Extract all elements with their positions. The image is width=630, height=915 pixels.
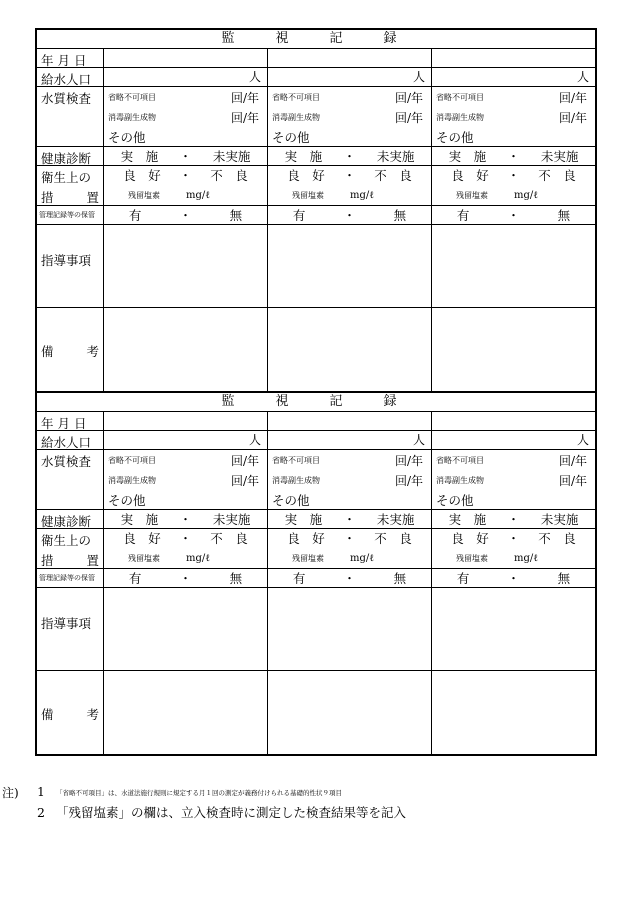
hygiene-cell[interactable]: 良 好 ・ 不 良 残留塩素 mg/ℓ bbox=[451, 531, 576, 564]
water-test-cell[interactable]: 省略不可項目 回/年 消毒副生成物 回/年 その他 bbox=[104, 450, 268, 509]
monitoring-form bbox=[35, 28, 597, 756]
population-row bbox=[37, 431, 595, 450]
health-check-cell[interactable]: 実 施 ・ 未実施 bbox=[448, 149, 579, 164]
hygiene-row bbox=[37, 166, 595, 206]
records-cell[interactable]: 有 ・ 無 bbox=[456, 208, 571, 223]
remarks-cell[interactable] bbox=[104, 308, 268, 391]
note-text: 「残留塩素」の欄は、立入検査時に測定した検査結果等を記入 bbox=[56, 805, 407, 820]
water-test-row bbox=[37, 450, 595, 510]
note-item-1 bbox=[2, 785, 622, 799]
date-row bbox=[37, 412, 595, 431]
remarks-cell[interactable] bbox=[268, 308, 432, 391]
population-cell[interactable]: 人 bbox=[104, 68, 268, 86]
date-cell[interactable] bbox=[104, 49, 268, 67]
guidance-cell[interactable] bbox=[104, 588, 268, 670]
guidance-cell[interactable] bbox=[432, 588, 595, 670]
population-cell[interactable]: 人 bbox=[576, 70, 589, 84]
population-cell[interactable]: 人 bbox=[268, 431, 432, 449]
hygiene-cell[interactable]: 良 好 ・ 不 良 残留塩素 mg/ℓ bbox=[104, 529, 268, 568]
health-check-label: 健康診断 bbox=[37, 510, 104, 528]
water-test-cell[interactable]: 省略不可項目 回/年 消毒副生成物 回/年 その他 bbox=[268, 87, 432, 146]
population-label: 給水人口 bbox=[37, 431, 104, 449]
note-number: 2 bbox=[37, 804, 45, 820]
health-check-row bbox=[37, 510, 595, 529]
water-test-cell[interactable]: 省略不可項目 回/年 消毒副生成物 回/年 その他 bbox=[104, 87, 268, 146]
water-test-cell[interactable]: 省略不可項目 回/年 消毒副生成物 回/年 その他 bbox=[436, 453, 587, 508]
population-row bbox=[37, 68, 595, 87]
remarks-label: 備 考 bbox=[37, 671, 104, 754]
water-test-row bbox=[37, 87, 595, 147]
population-cell[interactable]: 人 bbox=[268, 68, 432, 86]
note-item-2 bbox=[2, 803, 622, 821]
records-cell[interactable]: 有 ・ 無 bbox=[104, 569, 268, 587]
records-cell[interactable]: 有 ・ 無 bbox=[456, 571, 571, 586]
health-check-row bbox=[37, 147, 595, 166]
population-label: 給水人口 bbox=[37, 68, 104, 86]
water-test-label: 水質検査 bbox=[37, 450, 104, 509]
record-title: 監 視 記 録 bbox=[37, 30, 595, 49]
health-check-cell[interactable]: 実 施 ・ 未実施 bbox=[104, 510, 268, 528]
date-cell[interactable] bbox=[432, 412, 595, 430]
guidance-row bbox=[37, 225, 595, 308]
health-check-cell[interactable]: 実 施 ・ 未実施 bbox=[448, 512, 579, 527]
records-row bbox=[37, 206, 595, 225]
water-test-label: 水質検査 bbox=[37, 87, 104, 146]
water-test-cell[interactable]: 省略不可項目 回/年 消毒副生成物 回/年 その他 bbox=[436, 90, 587, 145]
guidance-row bbox=[37, 588, 595, 671]
guidance-label: 指導事項 bbox=[37, 225, 104, 307]
guidance-cell[interactable] bbox=[268, 225, 432, 307]
remarks-cell[interactable] bbox=[268, 671, 432, 754]
guidance-cell[interactable] bbox=[104, 225, 268, 307]
monitoring-record-1 bbox=[37, 30, 595, 391]
date-row bbox=[37, 49, 595, 68]
date-cell[interactable] bbox=[104, 412, 268, 430]
date-cell[interactable] bbox=[268, 49, 432, 67]
records-cell[interactable]: 有 ・ 無 bbox=[104, 206, 268, 224]
remarks-label: 備 考 bbox=[37, 308, 104, 391]
remarks-row bbox=[37, 671, 595, 754]
hygiene-label: 衛生上の 措 置 bbox=[37, 529, 104, 568]
notes-prefix: 注) bbox=[2, 785, 19, 800]
hygiene-label: 衛生上の 措 置 bbox=[37, 166, 104, 205]
date-cell[interactable] bbox=[432, 49, 595, 67]
records-row bbox=[37, 569, 595, 588]
remarks-cell[interactable] bbox=[432, 308, 595, 391]
notes bbox=[2, 785, 622, 821]
guidance-cell[interactable] bbox=[268, 588, 432, 670]
health-check-cell[interactable]: 実 施 ・ 未実施 bbox=[268, 510, 432, 528]
monitoring-record-2 bbox=[37, 391, 595, 754]
population-cell[interactable]: 人 bbox=[104, 431, 268, 449]
hygiene-row bbox=[37, 529, 595, 569]
date-cell[interactable] bbox=[268, 412, 432, 430]
water-test-cell[interactable]: 省略不可項目 回/年 消毒副生成物 回/年 その他 bbox=[268, 450, 432, 509]
hygiene-cell[interactable]: 良 好 ・ 不 良 残留塩素 mg/ℓ bbox=[268, 529, 432, 568]
note-number: 1 bbox=[37, 785, 45, 799]
date-label: 年 月 日 bbox=[37, 49, 104, 67]
record-title: 監 視 記 録 bbox=[37, 393, 595, 412]
guidance-label: 指導事項 bbox=[37, 588, 104, 670]
date-label: 年 月 日 bbox=[37, 412, 104, 430]
hygiene-cell[interactable]: 良 好 ・ 不 良 残留塩素 mg/ℓ bbox=[104, 166, 268, 205]
records-cell[interactable]: 有 ・ 無 bbox=[268, 206, 432, 224]
health-check-cell[interactable]: 実 施 ・ 未実施 bbox=[268, 147, 432, 165]
remarks-row bbox=[37, 308, 595, 391]
note-text: 「省略不可項目」は、水道法施行規則に規定する月１回の測定が義務付けられる基礎的性状９項目 bbox=[56, 788, 342, 797]
health-check-cell[interactable]: 実 施 ・ 未実施 bbox=[104, 147, 268, 165]
remarks-cell[interactable] bbox=[432, 671, 595, 754]
hygiene-cell[interactable]: 良 好 ・ 不 良 残留塩素 mg/ℓ bbox=[451, 168, 576, 201]
records-label: 管理記録等の保管 bbox=[37, 206, 104, 224]
guidance-cell[interactable] bbox=[432, 225, 595, 307]
remarks-cell[interactable] bbox=[104, 671, 268, 754]
population-cell[interactable]: 人 bbox=[576, 433, 589, 447]
health-check-label: 健康診断 bbox=[37, 147, 104, 165]
records-cell[interactable]: 有 ・ 無 bbox=[268, 569, 432, 587]
hygiene-cell[interactable]: 良 好 ・ 不 良 残留塩素 mg/ℓ bbox=[268, 166, 432, 205]
records-label: 管理記録等の保管 bbox=[37, 569, 104, 587]
